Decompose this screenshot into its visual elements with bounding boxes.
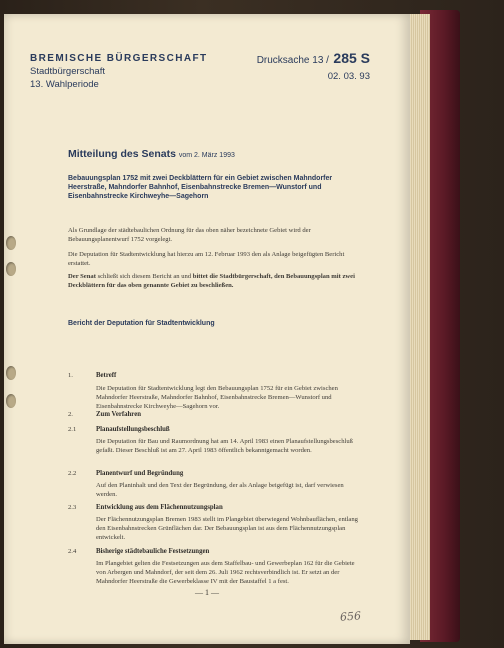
section-body: Die Deputation für Stadtentwicklung legt den Bebauungsplan 1752 für ein Gebiet zwischen Mahndorfer Heerstraße, Mahndorfer Bahnhof, Eisenbahnstrecke Bremen—Wunstorf und Eisenbahnstrecke Kirchweyhe—Sagehorn vor. [96,385,338,410]
section-body: Der Flächennutzungsplan Bremen 1983 stellt im Plangebiet überwiegend Wohnbauflächen, entlang den Eisenbahnstrecken Grünflächen dar. Der Bebauungsplan ist aus dem Flächennutzungsplan entwickelt. [96,516,358,541]
title-date: vom 2. März 1993 [178,152,235,159]
paragraph: Die Deputation für Stadtentwicklung hat hierzu am 12. Februar 1993 den als Anlage beigefügten Bericht erstattet. [68,251,345,267]
section-number: 2. [68,411,73,418]
decision-lead: Der Senat [68,273,96,280]
document-date: 02. 03. 93 [327,71,370,82]
section-number: 2.1 [68,426,77,433]
section-number: 1. [68,372,73,379]
report-title: Bericht der Deputation für Stadtentwicklung [68,320,215,327]
document-title [68,148,235,160]
section-body: Die Deputation für Bau und Raumordnung hat am 14. April 1983 einen Planaufstellungsbeschluß gefaßt. Dieser Beschluß ist am 27. April 1983 öffentlich bekanntgemacht worden. [96,438,353,454]
drucksache-number: 285 S [333,50,370,66]
section-number: 2.4 [68,548,77,555]
org-name: BREMISCHE BÜRGERSCHAFT [30,53,208,64]
section-title: Planaufstellungsbeschluß [96,426,170,433]
paragraph: Als Grundlage der städtebaulichen Ordnung für das oben näher bezeichnete Gebiet wird der Bebauungsplanentwurf 1752 vorgelegt. [68,227,311,243]
section-body: Im Plangebiet gelten die Festsetzungen aus dem Staffelbau- und Gewerbeplan 162 für die Gebiete von Arbergen und Mahndorf, der seit dem 26. Juli 1962 rechtsverbindlich ist. Er setzt an der Mahndorfer Heerstraße die Gewerbeklasse IV mit der Baustaffel 1 a fest. [96,560,355,585]
header-left [30,52,207,91]
document-page [4,14,410,644]
punch-hole [6,262,16,276]
section-number: 2.3 [68,504,77,511]
section-title: Betreff [96,372,117,379]
chamber-name: Stadtbürgerschaft [30,66,105,77]
section-title: Entwicklung aus dem Flächennutzungsplan [96,504,223,511]
header-right [257,50,370,82]
title-main: Mitteilung des Senats [68,148,176,160]
punch-hole [6,366,16,380]
page-edges [408,14,430,640]
handwritten-page-number: 656 [339,609,362,624]
section-title: Planentwurf und Begründung [96,470,184,477]
drucksache-label: Drucksache 13 / [256,55,329,66]
section-title: Zum Verfahren [96,411,142,418]
decision-paragraph [68,272,368,290]
punch-hole [6,236,16,250]
page-number: — 1 — [195,588,219,597]
section-number: 2.2 [68,470,77,477]
subject-text: Bebauungsplan 1752 mit zwei Deckblättern für ein Gebiet zwischen Mahndorfer Heerstraße, Mahndorfer Bahnhof, Eisenbahnstrecke Bremen—Wunstorf und Eisenbahnstrecke Kirchweyhe—Sagehorn [68,175,333,200]
section-title: Bisherige städtebauliche Festsetzungen [96,548,210,555]
section-body: Auf den Planinhalt und den Text der Begründung, der als Anlage beigefügt ist, darf verwiesen werden. [96,482,344,498]
punch-hole [6,394,16,408]
decision-text: schließt sich diesem Bericht an und [97,273,192,280]
decision-bold-text: bittet die Stadtbürgerschaft, den Bebauungsplan mit zwei Deckblättern für das oben genannte Gebiet zu beschließen. [68,273,355,289]
legislative-period: 13. Wahlperiode [30,79,99,90]
